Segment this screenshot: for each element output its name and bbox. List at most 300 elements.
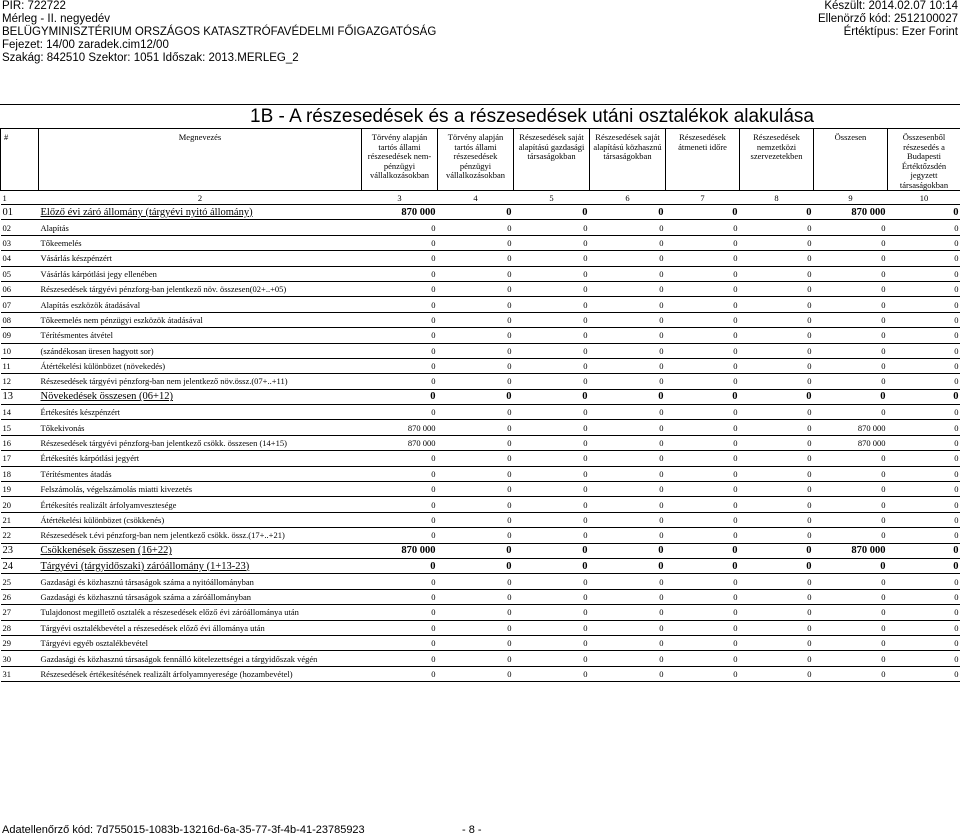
row-code: 14 (1, 405, 39, 420)
row-value: 0 (740, 328, 814, 343)
row-value: 0 (362, 328, 438, 343)
row-code: 16 (1, 435, 39, 450)
row-value: 0 (666, 297, 740, 312)
row-value: 0 (740, 635, 814, 650)
row-value: 0 (888, 482, 960, 497)
row-value: 0 (514, 435, 590, 450)
row-value: 0 (814, 651, 888, 666)
row-value: 0 (438, 620, 514, 635)
table-row (1, 235, 960, 250)
row-value: 0 (666, 528, 740, 543)
row-value: 0 (740, 312, 814, 327)
row-code: 18 (1, 466, 39, 481)
row-value: 0 (666, 651, 740, 666)
row-value: 0 (514, 328, 590, 343)
table-title: 1B - A részesedések és a részesedések utáni osztalékok alakulása (250, 106, 814, 127)
row-label: (szándékosan üresen hagyott sor) (39, 343, 362, 358)
row-value: 0 (590, 389, 666, 404)
row-value: 0 (438, 451, 514, 466)
row-value: 0 (888, 651, 960, 666)
row-value: 0 (740, 297, 814, 312)
row-value: 0 (590, 543, 666, 558)
row-value: 0 (514, 558, 590, 573)
row-value: 0 (590, 235, 666, 250)
row-value: 0 (438, 312, 514, 327)
row-label: Alapítás eszközök átadásával (39, 297, 362, 312)
row-value: 0 (514, 297, 590, 312)
row-label: Részesedések t.évi pénzforg-ban nem jelentkező csökk. össz.(17+..+21) (39, 528, 362, 543)
row-code: 21 (1, 512, 39, 527)
table-row (1, 651, 960, 666)
row-value: 0 (888, 620, 960, 635)
sector-line: Szakág: 842510 Szektor: 1051 Időszak: 2013.MERLEG_2 (2, 52, 299, 64)
row-value: 0 (514, 405, 590, 420)
row-value: 0 (666, 281, 740, 296)
row-value: 0 (740, 235, 814, 250)
row-code: 30 (1, 651, 39, 666)
row-value: 0 (514, 497, 590, 512)
row-value: 0 (666, 205, 740, 220)
row-value: 0 (514, 220, 590, 235)
row-value: 0 (514, 235, 590, 250)
row-value: 870 000 (814, 420, 888, 435)
row-value: 0 (514, 543, 590, 558)
col-total: Összesen (814, 129, 888, 191)
row-value: 0 (514, 605, 590, 620)
row-value: 0 (362, 266, 438, 281)
row-value: 0 (888, 266, 960, 281)
report-header-right (818, 0, 958, 39)
row-value: 0 (590, 420, 666, 435)
row-value: 0 (438, 574, 514, 589)
value-type-line: Értéktípus: Ezer Forint (843, 26, 958, 38)
row-code: 04 (1, 251, 39, 266)
row-value: 0 (888, 635, 960, 650)
row-value: 0 (362, 343, 438, 358)
row-value: 0 (362, 497, 438, 512)
row-value: 0 (666, 435, 740, 450)
row-value: 0 (514, 635, 590, 650)
table-row (1, 620, 960, 635)
created-line: Készült: 2014.02.07 10:14 (824, 0, 958, 12)
row-value: 0 (740, 389, 814, 404)
row-value: 0 (362, 528, 438, 543)
col-number: 8 (740, 191, 814, 205)
row-value: 0 (814, 635, 888, 650)
row-value: 0 (740, 251, 814, 266)
row-value: 0 (438, 497, 514, 512)
row-label: Alapítás (39, 220, 362, 235)
row-value: 0 (888, 389, 960, 404)
row-value: 0 (888, 328, 960, 343)
row-value: 0 (514, 358, 590, 373)
table-body (1, 205, 960, 682)
row-value: 0 (666, 220, 740, 235)
row-value: 0 (740, 343, 814, 358)
row-value: 0 (814, 343, 888, 358)
row-code: 06 (1, 281, 39, 296)
table-row (1, 605, 960, 620)
row-label: Előző évi záró állomány (tárgyévi nyitó állomány) (39, 205, 362, 220)
col-number: 6 (590, 191, 666, 205)
row-value: 0 (666, 266, 740, 281)
row-label: Részesedések tárgyévi pénzforg-ban jelentkező csökk. összesen (14+15) (39, 435, 362, 450)
table-row (1, 482, 960, 497)
row-value: 0 (362, 374, 438, 389)
col-number: 9 (814, 191, 888, 205)
col-hash: # (1, 129, 39, 191)
row-code: 10 (1, 343, 39, 358)
col-number: 5 (514, 191, 590, 205)
row-value: 0 (438, 651, 514, 666)
row-value: 0 (814, 451, 888, 466)
col-number: 4 (438, 191, 514, 205)
row-value: 0 (814, 466, 888, 481)
row-value: 0 (362, 635, 438, 650)
row-value: 0 (814, 297, 888, 312)
table-row (1, 374, 960, 389)
table-row (1, 466, 960, 481)
row-value: 0 (438, 358, 514, 373)
row-code: 05 (1, 266, 39, 281)
row-value: 0 (814, 374, 888, 389)
row-value: 0 (590, 605, 666, 620)
row-value: 0 (666, 420, 740, 435)
row-value: 0 (666, 358, 740, 373)
row-code: 12 (1, 374, 39, 389)
row-label: Részesedések tárgyévi pénzforg-ban nem jelentkező növ.össz.(07+..+11) (39, 374, 362, 389)
col-international: Részesedések nemzetközi szervezetekben (740, 129, 814, 191)
row-label: Értékesítés kárpótlási jegyért (39, 451, 362, 466)
row-code: 09 (1, 328, 39, 343)
col-number: 10 (888, 191, 960, 205)
row-value: 0 (590, 451, 666, 466)
row-value: 0 (514, 589, 590, 604)
row-value: 0 (888, 574, 960, 589)
row-value: 0 (888, 528, 960, 543)
row-value: 0 (438, 220, 514, 235)
row-label: Átértékelési különbözet (növekedés) (39, 358, 362, 373)
table-row (1, 543, 960, 558)
row-value: 0 (514, 251, 590, 266)
row-value: 0 (514, 343, 590, 358)
row-value: 0 (438, 420, 514, 435)
check-code-line: Ellenörző kód: 2512100027 (817, 13, 958, 25)
row-value: 0 (438, 281, 514, 296)
row-value: 0 (888, 666, 960, 681)
row-label: Részesedések értékesítésének realizált árfolyamnyeresége (hozambevétel) (39, 666, 362, 681)
row-value: 0 (438, 235, 514, 250)
row-value: 0 (814, 482, 888, 497)
row-value: 0 (362, 620, 438, 635)
row-value: 0 (666, 405, 740, 420)
row-value: 0 (888, 358, 960, 373)
table-row (1, 420, 960, 435)
row-value: 0 (438, 482, 514, 497)
row-value: 0 (740, 358, 814, 373)
row-value: 0 (514, 528, 590, 543)
row-value: 0 (590, 512, 666, 527)
row-label: Tőkeemelés (39, 235, 362, 250)
row-label: Csökkenések összesen (16+22) (39, 543, 362, 558)
row-value: 0 (888, 420, 960, 435)
row-code: 24 (1, 558, 39, 573)
row-value: 0 (362, 297, 438, 312)
row-value: 0 (666, 620, 740, 635)
row-value: 0 (814, 389, 888, 404)
row-value: 0 (740, 512, 814, 527)
holdings-table (0, 128, 960, 682)
row-value: 0 (888, 405, 960, 420)
row-value: 0 (888, 312, 960, 327)
row-value: 0 (590, 574, 666, 589)
row-value: 0 (362, 451, 438, 466)
row-value: 0 (740, 528, 814, 543)
row-value: 0 (362, 466, 438, 481)
row-value: 0 (888, 466, 960, 481)
row-label: Felszámolás, végelszámolás miatti kivezetés (39, 482, 362, 497)
row-label: Tárgyévi (tárgyidőszaki) záróállomány (1+13-23) (39, 558, 362, 573)
row-value: 870 000 (362, 435, 438, 450)
report-period-line: Mérleg - II. negyedév (2, 13, 111, 25)
row-value: 0 (590, 620, 666, 635)
col-number: 1 (1, 191, 39, 205)
col-temporary: Részesedések átmeneti időre (666, 129, 740, 191)
row-label: Részesedések tárgyévi pénzforg-ban jelentkező növ. összesen(02+..+05) (39, 281, 362, 296)
row-value: 0 (666, 343, 740, 358)
row-value: 0 (666, 235, 740, 250)
row-value: 0 (362, 558, 438, 573)
row-value: 0 (362, 235, 438, 250)
institution-line: BELÜGYMINISZTÉRIUM ORSZÁGOS KATASZTRÓFAVÉDELMI FŐIGAZGATÓSÁG (2, 26, 437, 38)
row-value: 0 (590, 466, 666, 481)
row-value: 0 (888, 543, 960, 558)
row-value: 0 (740, 497, 814, 512)
table-row (1, 205, 960, 220)
row-value: 0 (814, 281, 888, 296)
row-value: 0 (888, 497, 960, 512)
row-value: 0 (590, 558, 666, 573)
row-value: 0 (590, 358, 666, 373)
row-value: 0 (590, 266, 666, 281)
row-value: 0 (362, 389, 438, 404)
row-value: 0 (514, 651, 590, 666)
row-value: 0 (514, 389, 590, 404)
row-value: 0 (514, 666, 590, 681)
row-code: 26 (1, 589, 39, 604)
row-value: 0 (814, 620, 888, 635)
row-value: 0 (740, 620, 814, 635)
col-own-public-benefit: Részesedések saját alapítású közhasznú társaságokban (590, 129, 666, 191)
row-value: 0 (666, 574, 740, 589)
row-value: 0 (438, 374, 514, 389)
row-value: 0 (362, 666, 438, 681)
row-value: 0 (888, 605, 960, 620)
row-value: 0 (590, 220, 666, 235)
row-value: 0 (814, 220, 888, 235)
report-header-left (2, 0, 436, 65)
row-value: 0 (666, 605, 740, 620)
row-value: 0 (814, 558, 888, 573)
row-value: 0 (888, 343, 960, 358)
row-value: 0 (362, 312, 438, 327)
row-value: 0 (514, 482, 590, 497)
row-value: 0 (514, 574, 590, 589)
table-row (1, 435, 960, 450)
row-value: 870 000 (362, 205, 438, 220)
row-value: 0 (590, 281, 666, 296)
row-value: 0 (814, 266, 888, 281)
row-value: 0 (590, 205, 666, 220)
table-row (1, 297, 960, 312)
row-value: 0 (362, 220, 438, 235)
row-code: 11 (1, 358, 39, 373)
row-value: 0 (514, 620, 590, 635)
row-value: 0 (438, 266, 514, 281)
row-value: 0 (514, 420, 590, 435)
col-number: 3 (362, 191, 438, 205)
row-value: 0 (888, 235, 960, 250)
table-row (1, 589, 960, 604)
row-value: 0 (666, 497, 740, 512)
row-value: 0 (590, 497, 666, 512)
table-row (1, 528, 960, 543)
row-value: 0 (438, 405, 514, 420)
row-label: Értékesítés készpénzért (39, 405, 362, 420)
column-number-row (1, 191, 960, 205)
row-value: 0 (590, 435, 666, 450)
row-value: 0 (814, 605, 888, 620)
table-row (1, 574, 960, 589)
table-row (1, 281, 960, 296)
row-value: 0 (590, 251, 666, 266)
row-code: 25 (1, 574, 39, 589)
row-code: 01 (1, 205, 39, 220)
row-value: 0 (814, 666, 888, 681)
row-code: 08 (1, 312, 39, 327)
row-value: 0 (814, 574, 888, 589)
row-code: 03 (1, 235, 39, 250)
table-row (1, 220, 960, 235)
row-value: 0 (740, 451, 814, 466)
table-row (1, 266, 960, 281)
row-label: Tárgyévi egyéb osztalékbevétel (39, 635, 362, 650)
table-row (1, 251, 960, 266)
row-value: 0 (514, 205, 590, 220)
row-value: 0 (740, 482, 814, 497)
row-value: 0 (666, 374, 740, 389)
row-value: 0 (438, 528, 514, 543)
row-code: 22 (1, 528, 39, 543)
row-value: 0 (888, 205, 960, 220)
row-value: 0 (514, 451, 590, 466)
title-row (0, 104, 960, 128)
row-value: 0 (438, 328, 514, 343)
row-code: 17 (1, 451, 39, 466)
table-row (1, 312, 960, 327)
row-value: 0 (888, 374, 960, 389)
row-value: 0 (362, 358, 438, 373)
col-state-financial: Törvény alapján tartós állami részesedések pénzügyi vállalkozásokban (438, 129, 514, 191)
row-value: 0 (740, 574, 814, 589)
row-value: 0 (814, 328, 888, 343)
row-value: 870 000 (814, 205, 888, 220)
row-value: 0 (362, 482, 438, 497)
row-code: 23 (1, 543, 39, 558)
table-row (1, 389, 960, 404)
row-value: 0 (666, 512, 740, 527)
row-value: 0 (590, 312, 666, 327)
table-row (1, 497, 960, 512)
data-check-code: Adatellenőrző kód: 7d755015-1083b-13216d-6a-35-77-3f-4b-41-23785923 (2, 824, 365, 836)
row-code: 29 (1, 635, 39, 650)
row-value: 0 (888, 281, 960, 296)
row-label: Térítésmentes átadás (39, 466, 362, 481)
row-value: 0 (814, 497, 888, 512)
row-value: 0 (590, 651, 666, 666)
row-label: Átértékelési különbözet (csökkenés) (39, 512, 362, 527)
row-value: 0 (740, 651, 814, 666)
row-code: 27 (1, 605, 39, 620)
row-value: 0 (438, 512, 514, 527)
row-value: 0 (740, 435, 814, 450)
chapter-line: Fejezet: 14/00 zaradek.cim12/00 (2, 39, 169, 51)
row-value: 0 (888, 589, 960, 604)
row-value: 0 (740, 281, 814, 296)
row-label: Értékesítés realizált árfolyamveszteségе (39, 497, 362, 512)
row-value: 870 000 (362, 420, 438, 435)
row-value: 0 (666, 451, 740, 466)
row-value: 870 000 (362, 543, 438, 558)
row-value: 0 (438, 251, 514, 266)
row-value: 0 (514, 466, 590, 481)
row-label: Tulajdonost megillető osztalék a részesedések előző évi záróállománya után (39, 605, 362, 620)
row-value: 0 (814, 235, 888, 250)
row-value: 870 000 (814, 543, 888, 558)
row-label: Tárgyévi osztalékbevétel a részesedések előző évi állománya után (39, 620, 362, 635)
row-value: 0 (590, 328, 666, 343)
row-value: 0 (362, 605, 438, 620)
row-value: 0 (514, 266, 590, 281)
table-row (1, 358, 960, 373)
row-value: 0 (438, 343, 514, 358)
row-value: 0 (666, 589, 740, 604)
row-value: 0 (362, 405, 438, 420)
table-row (1, 343, 960, 358)
table-row (1, 328, 960, 343)
row-value: 0 (814, 512, 888, 527)
row-value: 0 (740, 666, 814, 681)
row-code: 15 (1, 420, 39, 435)
row-code: 19 (1, 482, 39, 497)
row-value: 0 (740, 220, 814, 235)
row-value: 0 (438, 558, 514, 573)
row-label: Vásárlás készpénzért (39, 251, 362, 266)
row-value: 0 (666, 328, 740, 343)
row-value: 0 (666, 558, 740, 573)
row-value: 0 (888, 251, 960, 266)
row-value: 0 (362, 651, 438, 666)
row-value: 0 (740, 420, 814, 435)
row-value: 0 (740, 558, 814, 573)
row-value: 0 (814, 251, 888, 266)
row-value: 0 (888, 435, 960, 450)
row-label: Gazdasági és közhasznú társaságok száma a nyitóállományban (39, 574, 362, 589)
row-value: 0 (888, 451, 960, 466)
col-state-nonfinancial: Törvény alapján tartós állami részesedések nem-pénzügyi vállalkozásokban (362, 129, 438, 191)
row-value: 0 (590, 482, 666, 497)
row-code: 13 (1, 389, 39, 404)
